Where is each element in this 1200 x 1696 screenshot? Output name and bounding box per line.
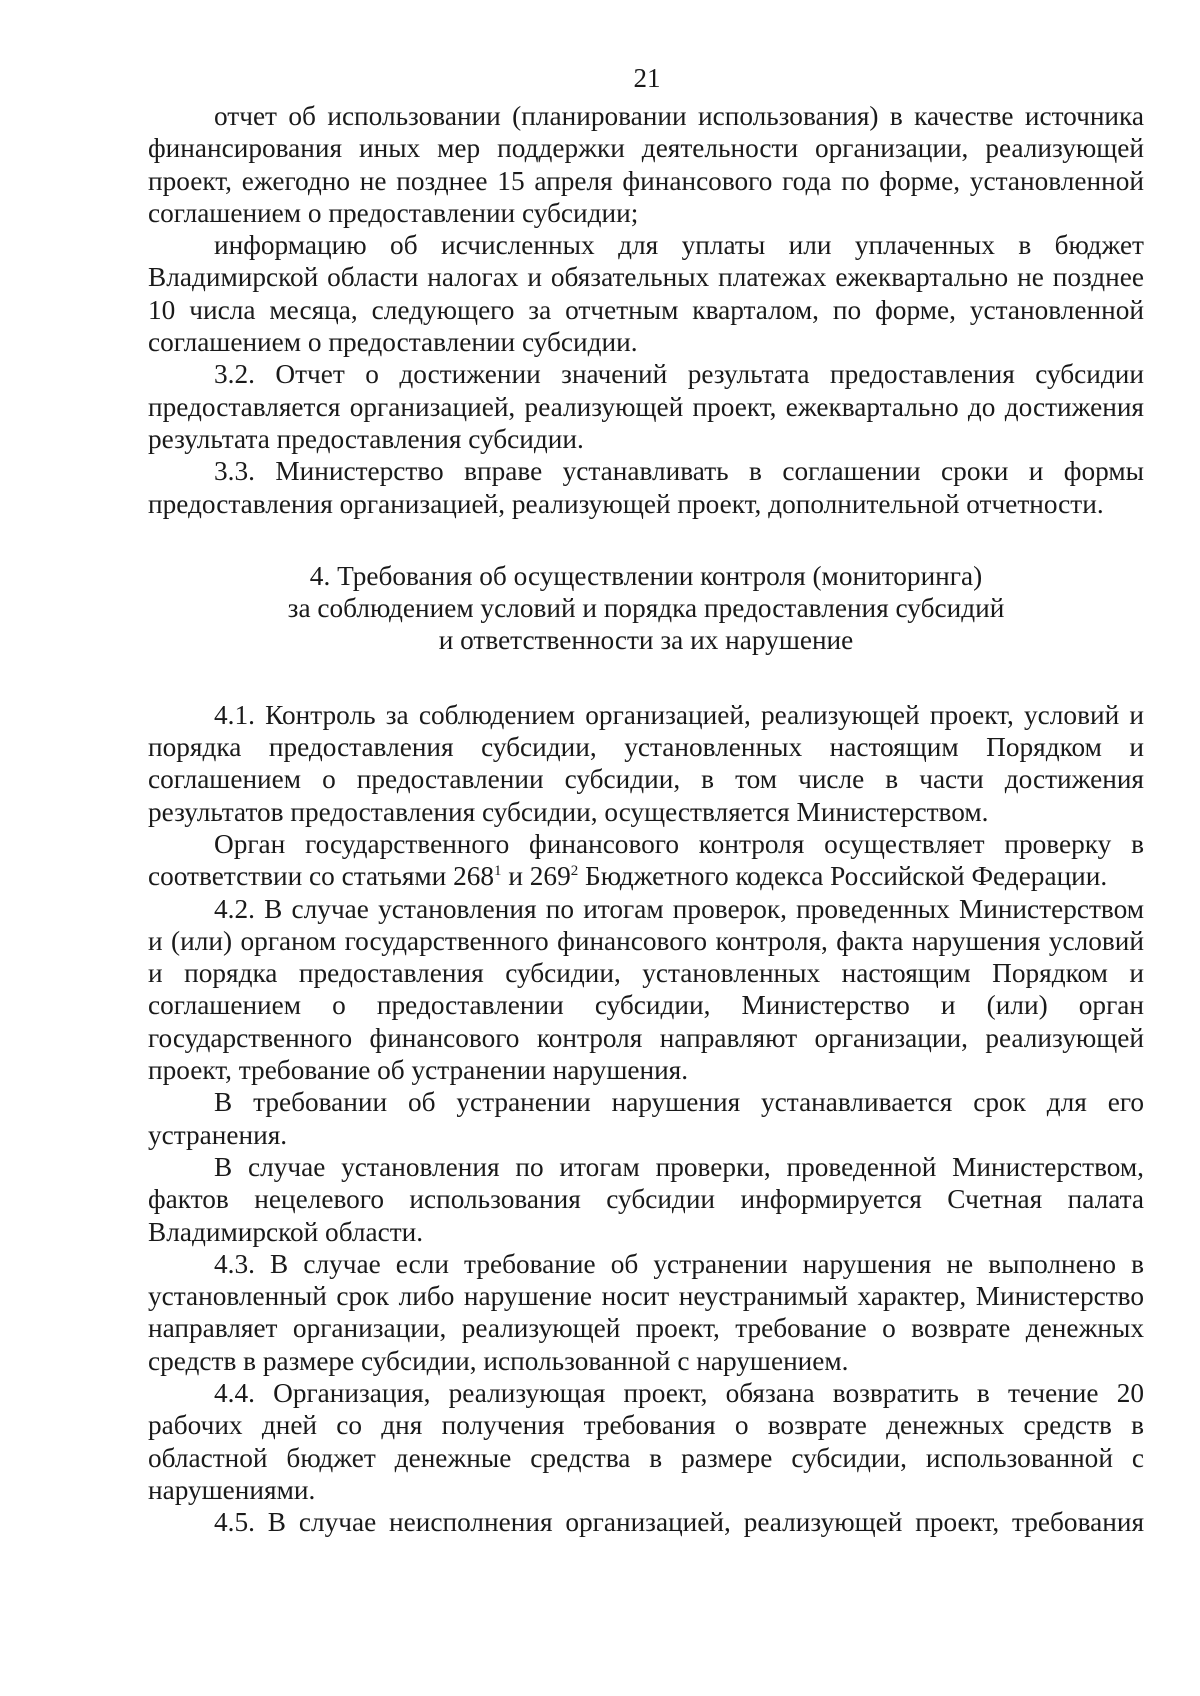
superscript: 1 bbox=[494, 863, 502, 880]
paragraph-tax-info: информацию об исчисленных для уплаты или уплаченных в бюджет Владимирской области налогах и обязательных платежах ежеквартально не позднее 10 числа месяца, следующего за отчетным кварталом, по форме, установленной соглашением о предоставлении субсидии. bbox=[148, 230, 1144, 358]
paragraph-4-2: 4.2. В случае установления по итогам проверок, проведенных Министерством и (или) органом государственного финансового контроля, факта нарушения условий и порядка предоставления субсидии, установленных настоящим Порядком и соглашением о предоставлении субсидии, Министерство и (или) орган государственного финансового контроля направляют организации, реализующей проект, требование об устранении нарушения. bbox=[148, 893, 1144, 1086]
section-heading-line-1: 4. Требования об осуществлении контроля (мониторинга) bbox=[309, 560, 983, 591]
superscript: 2 bbox=[570, 863, 579, 880]
paragraph-4-1: 4.1. Контроль за соблюдением организацией, реализующей проект, условий и порядка предоставления субсидии, установленных настоящим Порядком и соглашением о предоставлении субсидии, в том числе в части достижения результатов предоставления субсидии, осуществляется Министерством. bbox=[148, 699, 1144, 827]
paragraph-4-5: 4.5. В случае неисполнения организацией, реализующей проект, требования bbox=[214, 1507, 1144, 1538]
text-fragment: Бюджетного кодекса Российской Федерации. bbox=[578, 861, 1108, 892]
paragraph-3-3: 3.3. Министерство вправе устанавливать в соглашении сроки и формы предоставления организацией, реализующей проект, дополнительной отчетности. bbox=[148, 456, 1144, 519]
paragraph-financial-control bbox=[148, 828, 1144, 893]
page-number: 21 bbox=[633, 63, 661, 93]
section-heading-line-2: за соблюдением условий и порядка предоставления субсидий bbox=[287, 593, 1005, 624]
paragraph-report-usage: отчет об использовании (планировании использования) в качестве источника финансирования иных мер поддержки деятельности организации, реализующей проект, ежегодно не позднее 15 апреля финансового года по форме, установленной соглашением о предоставлении субсидии; bbox=[148, 101, 1144, 228]
section-heading-line-3: и ответственности за их нарушение bbox=[438, 625, 854, 656]
paragraph-4-3: 4.3. В случае если требование об устранении нарушения не выполнено в установленный срок либо нарушение носит неустранимый характер, Министерство направляет организации, реализующей проект, требование о возврате денежных средств в размере субсидии, использованной с нарушением. bbox=[148, 1248, 1144, 1376]
text-fragment: и 269 bbox=[501, 861, 571, 892]
paragraph-deadline: В требовании об устранении нарушения устанавливается срок для его устранения. bbox=[148, 1087, 1144, 1150]
paragraph-accounts-chamber: В случае установления по итогам проверки, проведенной Министерством, фактов нецелевого использования субсидии информируется Счетная палата Владимирской области. bbox=[148, 1151, 1144, 1247]
paragraph-4-4: 4.4. Организация, реализующая проект, обязана возвратить в течение 20 рабочих дней со дня получения требования о возврате денежных средств в областной бюджет денежные средства в размере субсидии, использованной с нарушениями. bbox=[148, 1377, 1144, 1505]
text-fragment: Орган государственного финансового контроля осуществляет проверку в соответствии со статьями 268 bbox=[148, 828, 1144, 892]
section-heading bbox=[148, 560, 1144, 657]
paragraph-3-2: 3.2. Отчет о достижении значений результата предоставления субсидии предоставляется организацией, реализующей проект, ежеквартально до достижения результата предоставления субсидии. bbox=[148, 359, 1144, 454]
